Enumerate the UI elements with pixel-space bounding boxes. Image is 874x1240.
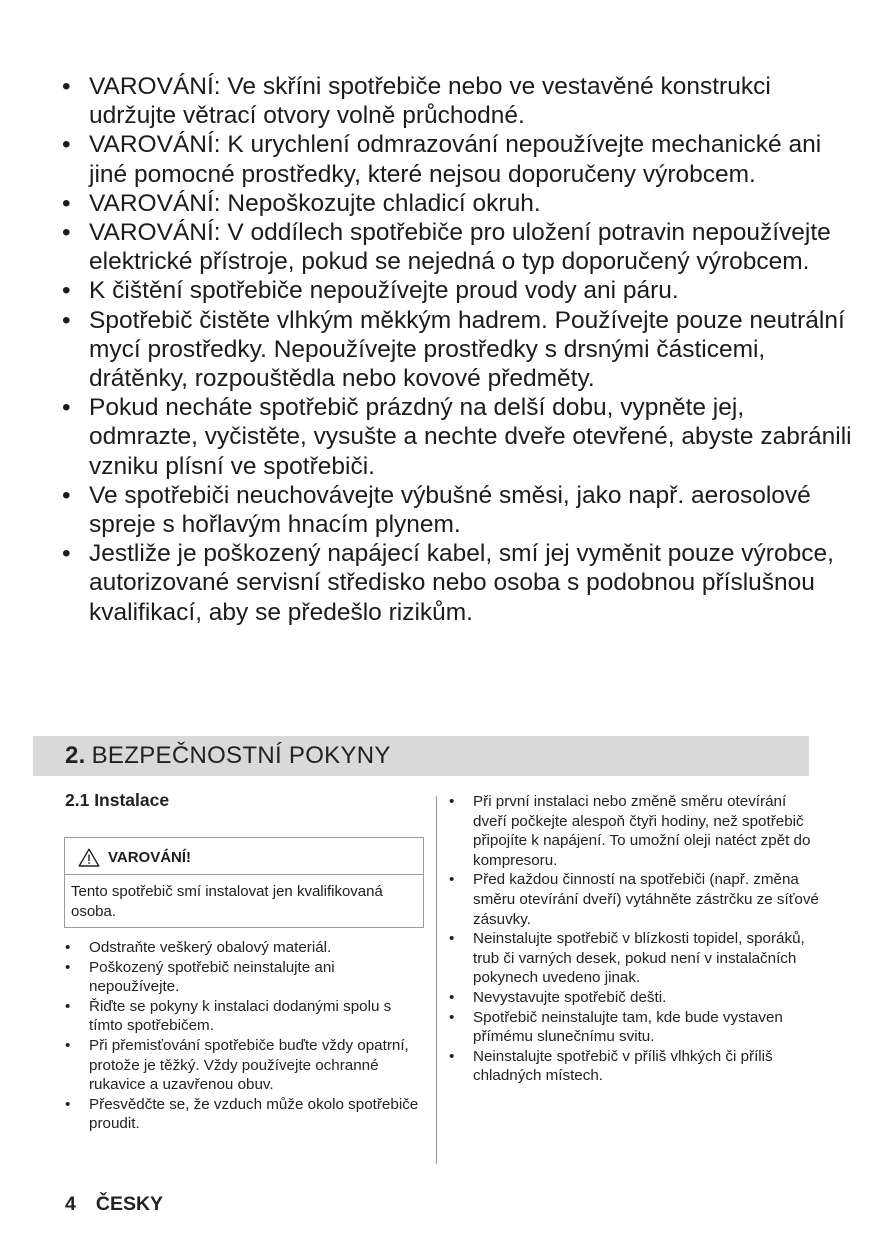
language-label: ČESKY xyxy=(95,1193,164,1215)
page-number: 4 xyxy=(65,1193,76,1215)
installation-list-right xyxy=(449,792,821,1086)
list-item: • Odstraňte veškerý obalový materiál. xyxy=(65,938,425,958)
section-title-text: BEZPEČNOSTNÍ POKYNY xyxy=(91,742,391,769)
list-item: • Přesvědčte se, že vzduch může okolo spotřebiče proudit. xyxy=(65,1095,425,1134)
list-item: • Neinstalujte spotřebič v příliš vlhkých či příliš chladných místech. xyxy=(449,1047,821,1086)
list-item: • Jestliže je poškozený napájecí kabel, smí jej vyměnit pouze výrobce, autorizované servisní středisko nebo osoba s podobnou příslušnou kvalifikací, aby se předešlo rizikům. xyxy=(62,539,852,627)
warning-text: Tento spotřebič smí instalovat jen kvalifikovaná osoba. xyxy=(65,874,423,927)
section-title xyxy=(65,742,391,770)
warning-triangle-icon xyxy=(78,848,100,867)
list-item: • VAROVÁNÍ: Nepoškozujte chladicí okruh. xyxy=(62,189,852,218)
warning-box xyxy=(64,837,424,928)
list-item: • VAROVÁNÍ: K urychlení odmrazování nepoužívejte mechanické ani jiné pomocné prostředky, které nejsou doporučeny výrobcem. xyxy=(62,130,852,188)
column-divider xyxy=(436,796,437,1164)
list-item: • Spotřebič neinstalujte tam, kde bude vystaven přímému slunečnímu svitu. xyxy=(449,1008,821,1047)
left-column xyxy=(65,790,425,1134)
list-item: • Před každou činností na spotřebiči (např. změna směru otevírání dveří) vytáhněte zástrčku ze síťové zásuvky. xyxy=(449,870,821,929)
list-item: • VAROVÁNÍ: Ve skříni spotřebiče nebo ve vestavěné konstrukci udržujte větrací otvory volně průchodné. xyxy=(62,72,852,130)
top-warning-list xyxy=(62,72,852,627)
installation-list-left xyxy=(65,938,425,1134)
subsection-title: 2.1 Instalace xyxy=(65,790,170,810)
right-column xyxy=(449,792,821,1086)
list-item: • Pokud necháte spotřebič prázdný na delší dobu, vypněte jej, odmrazte, vyčistěte, vysušte a nechte dveře otevřené, abyste zabránili vzniku plísní ve spotřebiči. xyxy=(62,393,852,481)
page-footer xyxy=(65,1193,163,1216)
list-item: • Při přemisťování spotřebiče buďte vždy opatrní, protože je těžký. Vždy používejte ochranné rukavice a uzavřenou obuv. xyxy=(65,1036,425,1095)
warning-header xyxy=(65,838,423,870)
list-item: • K čištění spotřebiče nepoužívejte proud vody ani páru. xyxy=(62,276,852,305)
section-header xyxy=(33,736,809,776)
list-item: • Neinstalujte spotřebič v blízkosti topidel, sporáků, trub či varných desek, pokud není v instalačních pokynech uvedeno jinak. xyxy=(449,929,821,988)
list-item: • Poškozený spotřebič neinstalujte ani nepoužívejte. xyxy=(65,958,425,997)
warning-label: VAROVÁNÍ! xyxy=(108,848,192,866)
section-number: 2. xyxy=(65,742,86,769)
list-item: • Při první instalaci nebo změně směru otevírání dveří počkejte alespoň čtyři hodiny, než spotřebič připojíte k napájení. To umožní oleji natéct zpět do kompresoru. xyxy=(449,792,821,870)
list-item: • Ve spotřebiči neuchovávejte výbušné směsi, jako např. aerosolové spreje s hořlavým hnacím plynem. xyxy=(62,481,852,539)
list-item: • Spotřebič čistěte vlhkým měkkým hadrem. Používejte pouze neutrální mycí prostředky. Nepoužívejte prostředky s drsnými částicemi, drátěnky, rozpouštědla nebo kovové předměty. xyxy=(62,306,852,394)
list-item: • VAROVÁNÍ: V oddílech spotřebiče pro uložení potravin nepoužívejte elektrické přístroje, pokud se nejedná o typ doporučený výrobcem. xyxy=(62,218,852,276)
list-item: • Nevystavujte spotřebič dešti. xyxy=(449,988,821,1008)
list-item: • Řiďte se pokyny k instalaci dodanými spolu s tímto spotřebičem. xyxy=(65,997,425,1036)
